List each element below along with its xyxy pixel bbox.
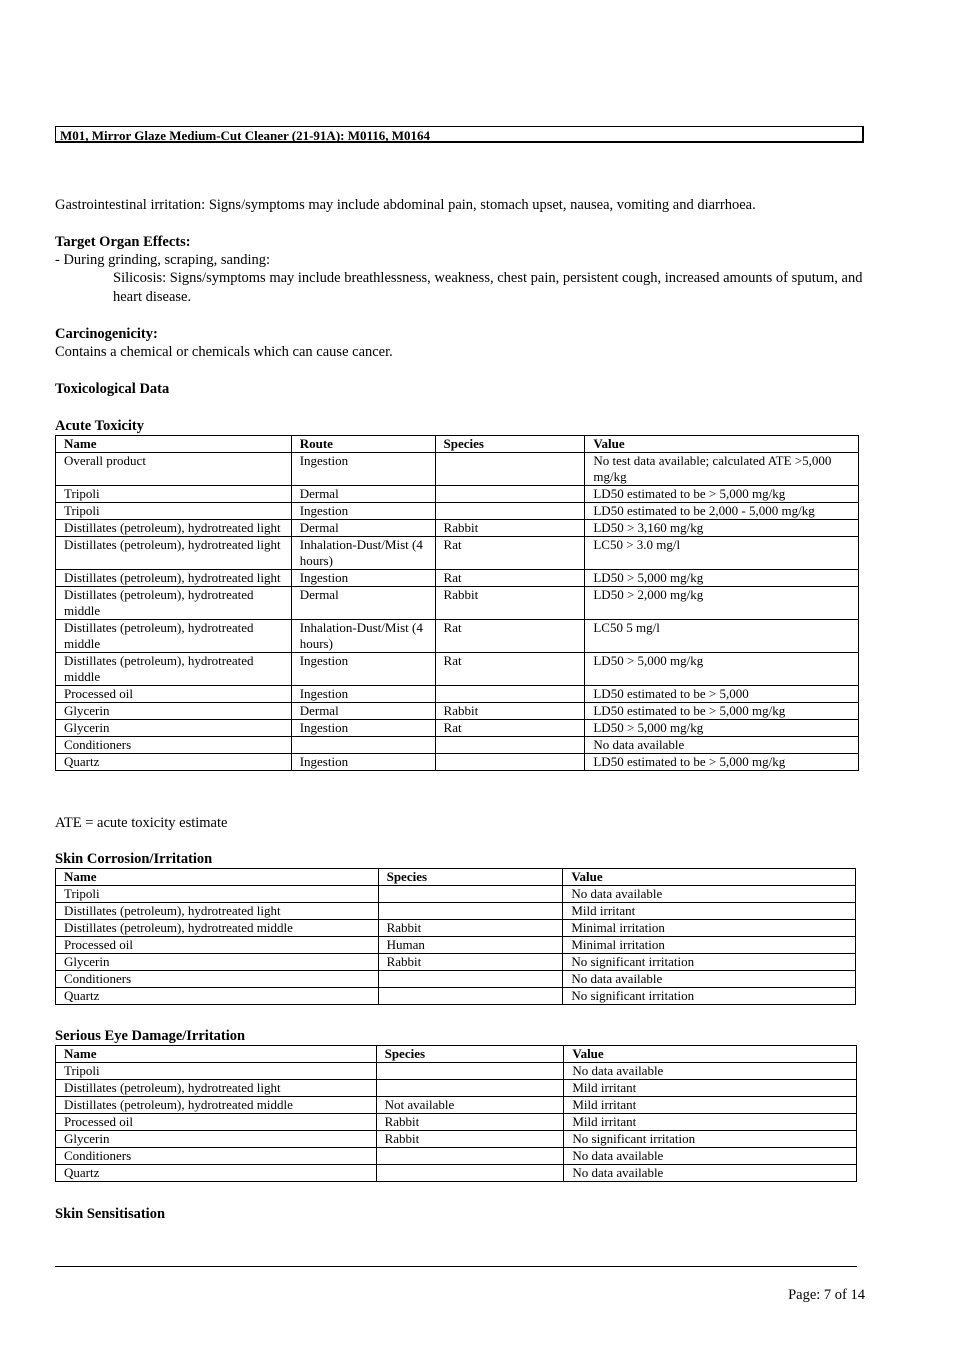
table-cell: Glycerin xyxy=(56,1131,377,1148)
table-row xyxy=(56,587,859,620)
table-row xyxy=(56,920,856,937)
table-cell: Inhalation-Dust/Mist (4 hours) xyxy=(291,620,435,653)
table-cell: Human xyxy=(378,937,563,954)
table-row xyxy=(56,1165,857,1182)
table-row xyxy=(56,486,859,503)
table-cell: No data available xyxy=(563,971,856,988)
table-cell xyxy=(435,754,585,771)
table-cell xyxy=(378,903,563,920)
table-cell: LD50 estimated to be > 5,000 mg/kg xyxy=(585,486,859,503)
table-row xyxy=(56,1114,857,1131)
table-cell: Processed oil xyxy=(56,937,379,954)
column-header: Species xyxy=(378,869,563,886)
table-cell: Conditioners xyxy=(56,1148,377,1165)
page-number: Page: 7 of 14 xyxy=(788,1287,865,1303)
table-cell: Tripoli xyxy=(56,1063,377,1080)
table-cell: Distillates (petroleum), hydrotreated middle xyxy=(56,587,292,620)
table-cell: Distillates (petroleum), hydrotreated light xyxy=(56,520,292,537)
table-row xyxy=(56,686,859,703)
table-cell: No data available xyxy=(563,886,856,903)
column-header: Name xyxy=(56,1046,377,1063)
table-cell: LD50 > 3,160 mg/kg xyxy=(585,520,859,537)
table-row xyxy=(56,1097,857,1114)
table-row xyxy=(56,737,859,754)
table-cell: LD50 > 2,000 mg/kg xyxy=(585,587,859,620)
table-cell xyxy=(435,686,585,703)
column-header: Species xyxy=(435,436,585,453)
ate-note: ATE = acute toxicity estimate xyxy=(55,815,228,831)
table-cell: No data available xyxy=(564,1165,857,1182)
table-cell xyxy=(376,1063,564,1080)
table-cell: Quartz xyxy=(56,754,292,771)
table-cell: Ingestion xyxy=(291,754,435,771)
table-cell: Rat xyxy=(435,720,585,737)
silicosis-text: Silicosis: Signs/symptoms may include breathlessness, weakness, chest pain, persistent cough, increased amounts of sputum, and heart disease. xyxy=(113,270,863,305)
table-row xyxy=(56,1148,857,1165)
table-cell: LD50 estimated to be > 5,000 xyxy=(585,686,859,703)
table-cell xyxy=(435,503,585,520)
table-cell xyxy=(376,1080,564,1097)
table-cell: Ingestion xyxy=(291,570,435,587)
table-cell: Distillates (petroleum), hydrotreated middle xyxy=(56,1097,377,1114)
table-cell xyxy=(378,886,563,903)
table-cell xyxy=(435,737,585,754)
table-cell: No data available xyxy=(585,737,859,754)
table-cell: Dermal xyxy=(291,486,435,503)
table-row xyxy=(56,1063,857,1080)
skin-corrosion-heading: Skin Corrosion/Irritation xyxy=(55,851,213,867)
table-row xyxy=(56,886,856,903)
table-cell: Conditioners xyxy=(56,971,379,988)
table-cell: Distillates (petroleum), hydrotreated light xyxy=(56,903,379,920)
table-cell: Dermal xyxy=(291,520,435,537)
skin-corrosion-table xyxy=(55,868,856,1005)
table-cell: Ingestion xyxy=(291,720,435,737)
table-row xyxy=(56,620,859,653)
table-row xyxy=(56,520,859,537)
table-cell: Ingestion xyxy=(291,686,435,703)
table-cell: Mild irritant xyxy=(563,903,856,920)
table-row xyxy=(56,937,856,954)
gi-irritation-text: Gastrointestinal irritation: Signs/symptoms may include abdominal pain, stomach upset, nausea, vomiting and diarrhoea. xyxy=(55,197,756,213)
table-cell: Conditioners xyxy=(56,737,292,754)
table-cell: Rabbit xyxy=(378,920,563,937)
acute-toxicity-heading: Acute Toxicity xyxy=(55,418,145,434)
table-row xyxy=(56,954,856,971)
table-header-row xyxy=(56,869,856,886)
column-header: Species xyxy=(376,1046,564,1063)
table-cell: No data available xyxy=(564,1148,857,1165)
table-cell: Not available xyxy=(376,1097,564,1114)
table-cell: Processed oil xyxy=(56,686,292,703)
table-row xyxy=(56,1131,857,1148)
table-cell: Rabbit xyxy=(376,1114,564,1131)
table-row xyxy=(56,1080,857,1097)
tox-data-heading: Toxicological Data xyxy=(55,381,170,397)
table-cell: Rat xyxy=(435,570,585,587)
table-cell: Tripoli xyxy=(56,886,379,903)
table-row xyxy=(56,988,856,1005)
table-cell: Ingestion xyxy=(291,653,435,686)
table-cell: Distillates (petroleum), hydrotreated middle xyxy=(56,653,292,686)
table-cell: Tripoli xyxy=(56,486,292,503)
table-row xyxy=(56,703,859,720)
target-organ-sub: - During grinding, scraping, sanding: xyxy=(55,252,271,268)
table-cell xyxy=(378,971,563,988)
table-cell: Dermal xyxy=(291,703,435,720)
table-cell: Rat xyxy=(435,537,585,570)
skin-sensitisation-heading: Skin Sensitisation xyxy=(55,1206,166,1222)
table-cell: Distillates (petroleum), hydrotreated light xyxy=(56,570,292,587)
table-cell: LD50 > 5,000 mg/kg xyxy=(585,570,859,587)
table-header-row xyxy=(56,1046,857,1063)
column-header: Value xyxy=(563,869,856,886)
table-cell: No test data available; calculated ATE >5,000 mg/kg xyxy=(585,453,859,486)
table-row xyxy=(56,453,859,486)
table-cell: LD50 estimated to be 2,000 - 5,000 mg/kg xyxy=(585,503,859,520)
table-cell: No data available xyxy=(564,1063,857,1080)
table-cell: LD50 estimated to be > 5,000 mg/kg xyxy=(585,754,859,771)
table-cell: Overall product xyxy=(56,453,292,486)
table-cell: Ingestion xyxy=(291,453,435,486)
table-cell xyxy=(378,988,563,1005)
table-cell: Distillates (petroleum), hydrotreated light xyxy=(56,1080,377,1097)
table-row xyxy=(56,903,856,920)
column-header: Value xyxy=(585,436,859,453)
table-cell xyxy=(435,486,585,503)
carcinogenicity-heading: Carcinogenicity: xyxy=(55,326,158,342)
table-cell: Rabbit xyxy=(376,1131,564,1148)
table-cell: Rabbit xyxy=(378,954,563,971)
table-header-row xyxy=(56,436,859,453)
table-cell: Inhalation-Dust/Mist (4 hours) xyxy=(291,537,435,570)
eye-damage-heading: Serious Eye Damage/Irritation xyxy=(55,1028,246,1044)
table-cell: Quartz xyxy=(56,1165,377,1182)
table-cell xyxy=(435,453,585,486)
column-header: Name xyxy=(56,436,292,453)
table-cell: Distillates (petroleum), hydrotreated middle xyxy=(56,620,292,653)
table-cell: Distillates (petroleum), hydrotreated middle xyxy=(56,920,379,937)
document-header: M01, Mirror Glaze Medium-Cut Cleaner (21-91A): M0116, M0164 xyxy=(55,126,864,143)
table-cell: LD50 estimated to be > 5,000 mg/kg xyxy=(585,703,859,720)
table-cell: Mild irritant xyxy=(564,1080,857,1097)
column-header: Value xyxy=(564,1046,857,1063)
table-cell: Rat xyxy=(435,620,585,653)
table-row xyxy=(56,720,859,737)
table-cell: LD50 > 5,000 mg/kg xyxy=(585,720,859,737)
table-cell: LC50 5 mg/l xyxy=(585,620,859,653)
eye-damage-table xyxy=(55,1045,857,1182)
table-cell: Distillates (petroleum), hydrotreated light xyxy=(56,537,292,570)
column-header: Name xyxy=(56,869,379,886)
table-cell: Rabbit xyxy=(435,587,585,620)
table-row xyxy=(56,754,859,771)
table-row xyxy=(56,503,859,520)
table-cell: Dermal xyxy=(291,587,435,620)
target-organ-heading: Target Organ Effects: xyxy=(55,234,191,250)
table-cell: Glycerin xyxy=(56,703,292,720)
table-cell: Mild irritant xyxy=(564,1114,857,1131)
table-cell: Rabbit xyxy=(435,520,585,537)
table-cell: Tripoli xyxy=(56,503,292,520)
table-cell: Minimal irritation xyxy=(563,937,856,954)
table-row xyxy=(56,570,859,587)
table-cell: No significant irritation xyxy=(563,954,856,971)
table-cell: Mild irritant xyxy=(564,1097,857,1114)
table-cell: Processed oil xyxy=(56,1114,377,1131)
table-cell xyxy=(376,1165,564,1182)
table-row xyxy=(56,971,856,988)
table-cell xyxy=(376,1148,564,1165)
acute-toxicity-table xyxy=(55,435,859,771)
table-cell: Glycerin xyxy=(56,954,379,971)
column-header: Route xyxy=(291,436,435,453)
table-cell: Ingestion xyxy=(291,503,435,520)
footer-divider xyxy=(55,1266,857,1267)
carcinogenicity-text: Contains a chemical or chemicals which can cause cancer. xyxy=(55,344,393,360)
table-cell: Quartz xyxy=(56,988,379,1005)
table-cell: No significant irritation xyxy=(564,1131,857,1148)
table-row xyxy=(56,653,859,686)
table-row xyxy=(56,537,859,570)
table-cell: Glycerin xyxy=(56,720,292,737)
table-cell: Rat xyxy=(435,653,585,686)
table-cell xyxy=(291,737,435,754)
table-cell: LC50 > 3.0 mg/l xyxy=(585,537,859,570)
table-cell: Minimal irritation xyxy=(563,920,856,937)
table-cell: No significant irritation xyxy=(563,988,856,1005)
table-cell: Rabbit xyxy=(435,703,585,720)
table-cell: LD50 > 5,000 mg/kg xyxy=(585,653,859,686)
